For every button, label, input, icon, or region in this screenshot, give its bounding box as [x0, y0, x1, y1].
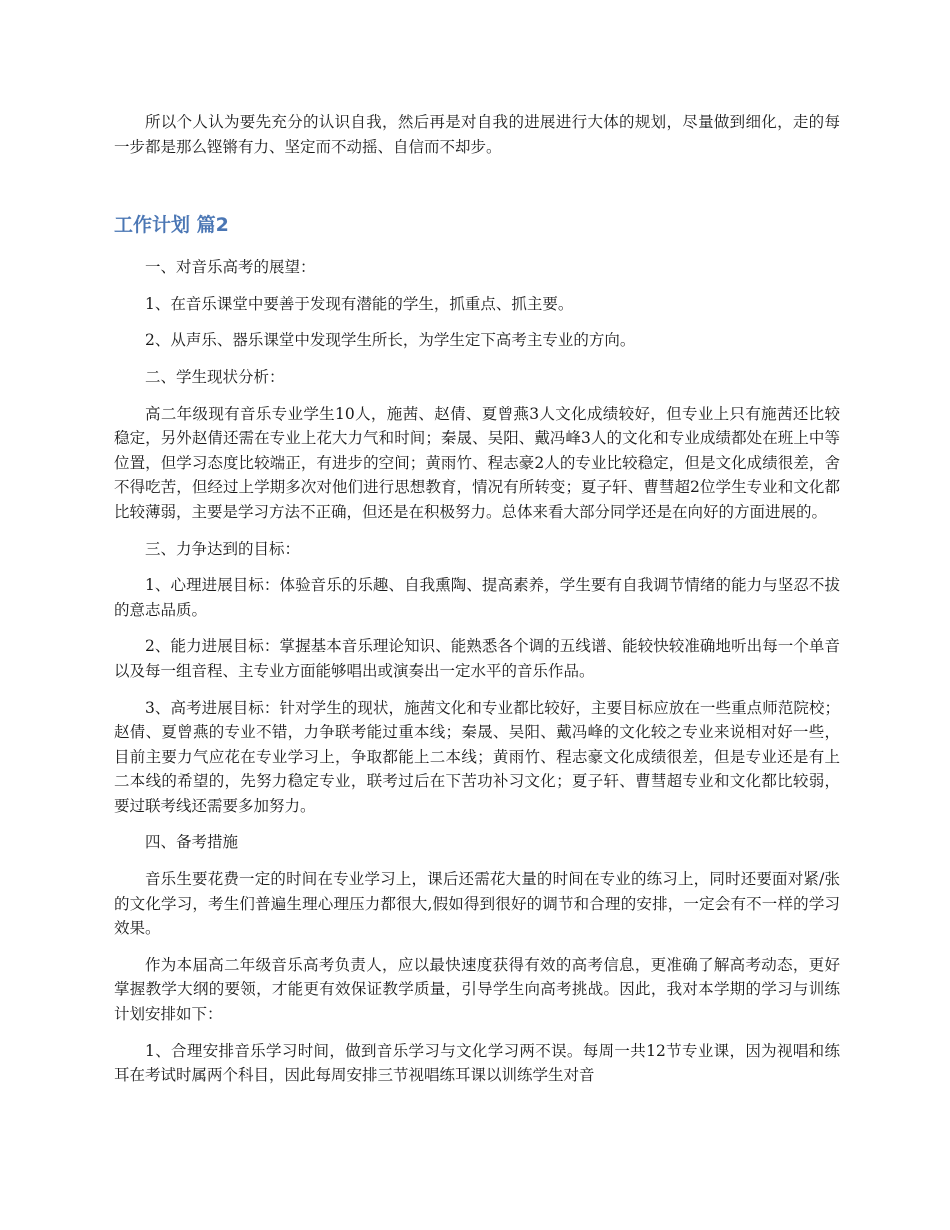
outline-item-3: 三、力争达到的目标： [145, 539, 301, 558]
body-paragraph: 音乐生要花费一定的时间在专业学习上，课后还需花大量的时间在专业的练习上，同时还要面对紧/张的文化学习，考生们普遍生理心理压力都很大,假如得到很好的调节和合理的安排，一定会有不一样的学习效果。 [114, 870, 840, 938]
outline-item-4: 四、备考措施 [145, 833, 239, 852]
body-paragraph: 高二年级现有音乐专业学生10人，施茜、赵倩、夏曾燕3人文化成绩较好，但专业上只有施茜还比较稳定，另外赵倩还需在专业上花大力气和时间；秦晟、吴阳、戴冯峰3人的文化和专业成绩都处在班上中等位置，但学习态度比较端正，有进步的空间；黄雨竹、程志豪2人的专业比较稳定，但是文化成绩很差，舍不得吃苦，但经过上学期多次对他们进行思想教育，情况有所转变；夏子轩、曹彗超2位学生专业和文化都比较薄弱，主要是学习方法不正确，但还是在积极努力。总体来看大部分同学还是在向好的方面进展的。 [114, 404, 840, 521]
list-item: 1、心理进展目标：体验音乐的乐趣、自我熏陶、提高素养，学生要有自我调节情绪的能力与坚忍不拔的意志品质。 [114, 576, 840, 619]
list-item: 1、在音乐课堂中要善于发现有潜能的学生，抓重点、抓主要。 [145, 294, 574, 313]
body-paragraph: 作为本届高二年级音乐高考负责人，应以最快速度获得有效的高考信息，更准确了解高考动态，更好掌握教学大纲的要领，才能更有效保证教学质量，引导学生向高考挑战。因此，我对本学期的学习与训练计划安排如下： [114, 955, 840, 1024]
list-item: 1、合理安排音乐学习时间，做到音乐学习与文化学习两不误。每周一共12节专业课，因为视唱和练耳在考试时属两个科目，因此每周安排三节视唱练耳课以训练学生对音 [114, 1041, 840, 1085]
section-heading: 工作计划 篇2 [114, 214, 229, 237]
outline-item-2: 二、学生现状分析： [145, 367, 285, 386]
list-item: 2、能力进展目标：掌握基本音乐理论知识、能熟悉各个调的五线谱、能较快较准确地听出每一个单音以及每一组音程、主专业方面能够唱出或演奏出一定水平的音乐作品。 [114, 637, 840, 680]
document-page [114, 0, 840, 1088]
intro-paragraph: 所以个人认为要先充分的认识自我，然后再是对自我的进展进行大体的规划，尽量做到细化，走的每一步都是那么铿锵有力、坚定而不动摇、自信而不却步。 [114, 113, 840, 156]
list-item: 2、从声乐、器乐课堂中发现学生所长，为学生定下高考主专业的方向。 [145, 331, 636, 350]
outline-item-1: 一、对音乐高考的展望： [145, 258, 316, 277]
list-item: 3、高考进展目标：针对学生的现状，施茜文化和专业都比较好，主要目标应放在一些重点师范院校；赵倩、夏曾燕的专业不错，力争联考能过重本线；秦晟、吴阳、戴冯峰的文化较之专业来说相对好一些，目前主要力气应花在专业学习上，争取都能上二本线；黄雨竹、程志豪文化成绩很差，但是专业还是有上二本线的希望的，先努力稳定专业，联考过后在下苦功补习文化；夏子轩、曹彗超专业和文化都比较弱，要过联考线还需要多加努力。 [114, 698, 840, 815]
